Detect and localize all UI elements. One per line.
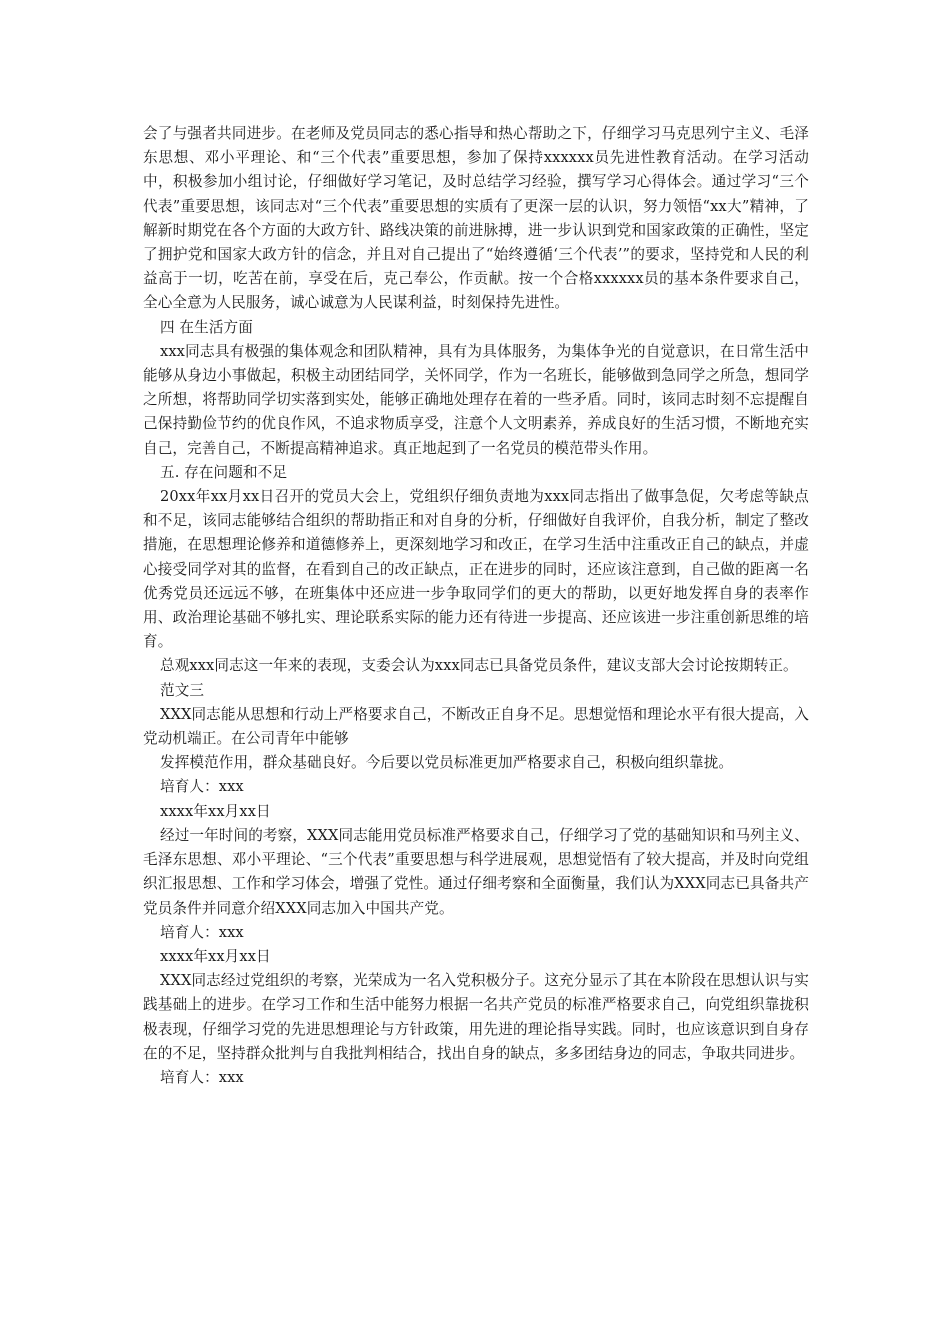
paragraph-1: 会了与强者共同进步。在老师及党员同志的悉心指导和热心帮助之下，仔细学习马克思列宁主义、毛泽东思想、邓小平理论、和“三个代表”重要思想，参加了保持xxxxxx员先进性教育活动。在学习活动中，积极参加小组讨论，仔细做好学习笔记，及时总结学习经验，撰写学习心得体会。通过学习“三个代表”重要思想，该同志对“三个代表”重要思想的实质有了更深一层的认识，努力领悟“xx大”精神，了解新时期党在各个方面的大政方针、路线决策的前进脉搏，进一步认识到党和国家政策的正确性，坚定了拥护党和国家大政方针的信念，并且对自己提出了“始终遵循‘三个代表’”的要求，坚持党和人民的利益高于一切，吃苦在前，享受在后，克己奉公，作贡献。按一个合格xxxxxx员的基本条件要求自己，全心全意为人民服务，诚心诚意为人民谋利益，时刻保持先进性。 bbox=[143, 125, 809, 312]
paragraph-sample-3b: 发挥模范作用，群众基础良好。今后要以党员标准更加严格要求自己，积极向组织靠拢。 bbox=[160, 754, 734, 772]
signature-line-1: 培育人：xxx bbox=[160, 778, 244, 796]
date-line-1: xxxx年xx月xx日 bbox=[160, 802, 271, 820]
paragraph-activist: XXX同志经过党组织的考察，光荣成为一名入党积极分子。这充分显示了其在本阶段在思想认识与实践基础上的进步。在学习工作和生活中能努力根据一名共产党员的标准严格要求自己，向党组织靠拢积极表现，仔细学习党的先进思想理论与方针政策，用先进的理论指导实践。同时，也应该意识到自身存在的不足，坚持群众批判与自我批判相结合，找出自身的缺点，多多团结身边的同志，争取共同进步。 bbox=[143, 972, 809, 1062]
section-heading-sample-3: 范文三 bbox=[160, 681, 205, 699]
paragraph-summary: 总观xxx同志这一年来的表现，支委会认为xxx同志已具备党员条件，建议支部大会讨论按期转正。 bbox=[160, 657, 798, 675]
paragraph-issues: 20xx年xx月xx日召开的党员大会上，党组织仔细负责地为xxx同志指出了做事急促，欠考虑等缺点和不足，该同志能够结合组织的帮助指正和对自身的分析，仔细做好自我评价，自我分析，制定了整改措施，在思想理论修养和道德修养上，更深刻地学习和改正，在学习生活中注重改正自己的缺点，并虚心接受同学对其的监督，在看到自己的改正缺点，正在进步的同时，还应该注意到，自己做的距离一名优秀党员还远远不够，在班集体中还应进一步争取同学们的更大的帮助，以更好地发挥自身的表率作用、政治理论基础不够扎实、理论联系实际的能力还有待进一步提高、还应该进一步注重创新思维的培育。 bbox=[143, 488, 809, 651]
paragraph-evaluation: 经过一年时间的考察，XXX同志能用党员标准严格要求自己，仔细学习了党的基础知识和马列主义、毛泽东思想、邓小平理论、“三个代表”重要思想与科学进展观，思想觉悟有了较大提高，并及时向党组织汇报思想、工作和学习体会，增强了党性。通过仔细考察和全面衡量，我们认为XXX同志已具备共产党员条件并同意介绍XXX同志加入中国共产党。 bbox=[143, 826, 809, 917]
signature-line-2: 培育人：xxx bbox=[160, 923, 244, 941]
document-page bbox=[143, 122, 809, 1090]
section-heading-life: 四 在生活方面 bbox=[160, 318, 253, 336]
paragraph-sample-3a: XXX同志能从思想和行动上严格要求自己，不断改正自身不足。思想觉悟和理论水平有很大提高，入党动机端正。在公司青年中能够 bbox=[143, 705, 809, 748]
date-line-2: xxxx年xx月xx日 bbox=[160, 947, 271, 965]
section-heading-issues: 五. 存在问题和不足 bbox=[160, 463, 288, 481]
signature-line-3: 培育人：xxx bbox=[160, 1068, 244, 1086]
paragraph-life: xxx同志具有极强的集体观念和团队精神，具有为具体服务，为集体争光的自觉意识，在日常生活中能够从身边小事做起，积极主动团结同学，关怀同学，作为一名班长，能够做到急同学之所急，想同学之所想，将帮助同学切实落到实处，能够正确地处理存在着的一些矛盾。同时，该同志时刻不忘提醒自己保持勤俭节约的优良作风，不追求物质享受，注意个人文明素养，养成良好的生活习惯，不断地充实自己，完善自己，不断提高精神追求。真正地起到了一名党员的模范带头作用。 bbox=[143, 342, 809, 457]
